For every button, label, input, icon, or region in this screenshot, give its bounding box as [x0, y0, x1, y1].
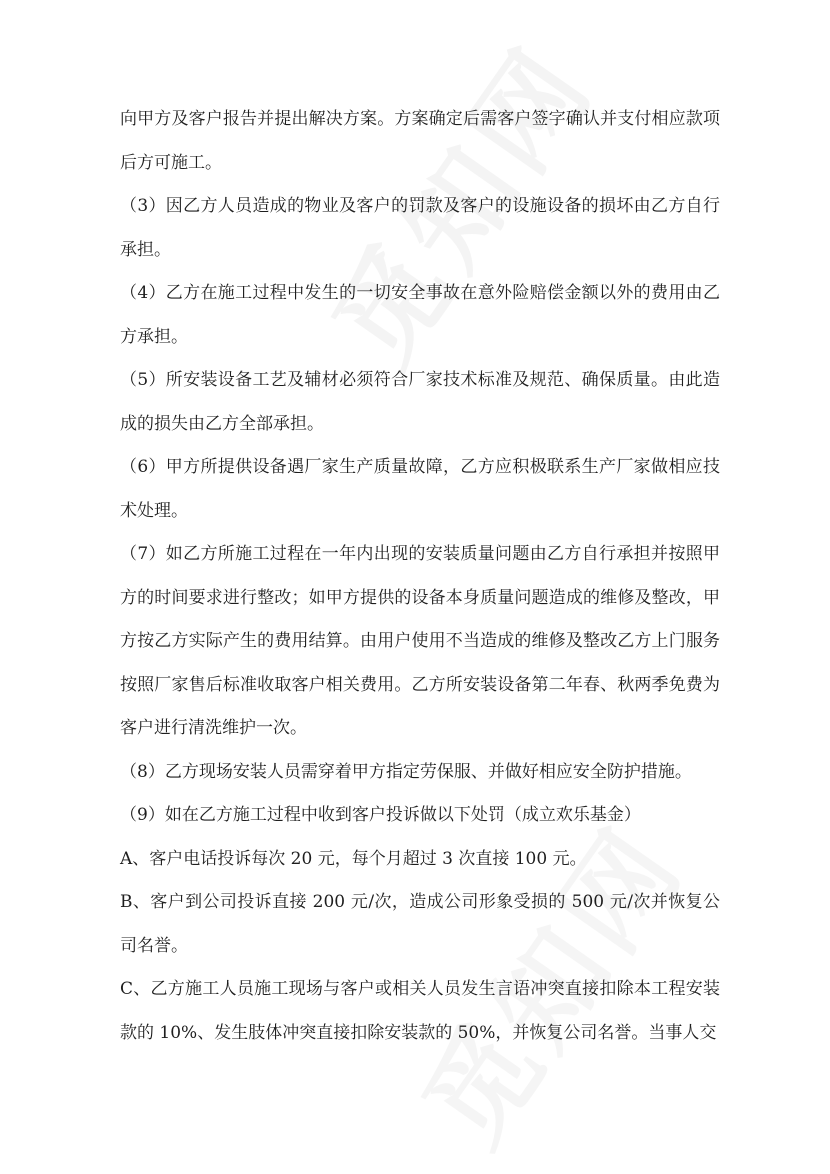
paragraph-item-7: （7）如乙方所施工过程在一年内出现的安装质量问题由乙方自行承担并按照甲方的时间要求进行整改；如甲方提供的设备本身质量问题造成的维修及整改，甲方按乙方实际产生的费用结算。由用户使用不当造成的维修及整改乙方上门服务按照厂家售后标准收取客户相关费用。乙方所安装设备第二年春、秋两季免费为客户进行清洗维护一次。	[120, 544, 720, 738]
paragraph-penalty-a: A、客户电话投诉每次 20 元，每个月超过 3 次直接 100 元。	[120, 848, 587, 869]
paragraph-continuation: 向甲方及客户报告并提出解决方案。方案确定后需客户签字确认并支付相应款项后方可施工。	[120, 109, 720, 173]
paragraph-penalty-b: B、客户到公司投诉直接 200 元/次，造成公司形象受损的 500 元/次并恢复公司名誉。	[120, 892, 720, 956]
paragraph-item-3: （3）因乙方人员造成的物业及客户的罚款及客户的设施设备的损坏由乙方自行承担。	[120, 196, 720, 260]
paragraph-item-5: （5）所安装设备工艺及辅材必须符合厂家技术标准及规范、确保质量。由此造成的损失由乙方全部承担。	[120, 370, 720, 434]
paragraph-item-8: （8）乙方现场安装人员需穿着甲方指定劳保服、并做好相应安全防护措施。	[120, 761, 692, 782]
paragraph-item-4: （4）乙方在施工过程中发生的一切安全事故在意外险赔偿金额以外的费用由乙方承担。	[120, 283, 720, 347]
document-body	[120, 98, 720, 1055]
paragraph-item-9: （9）如在乙方施工过程中收到客户投诉做以下处罚（成立欢乐基金）	[120, 805, 641, 825]
paragraph-penalty-c: C、乙方施工人员施工现场与客户或相关人员发生言语冲突直接扣除本工程安装款的 10%、发生肢体冲突直接扣除安装款的 50%，并恢复公司名誉。当事人交	[120, 979, 720, 1043]
paragraph-item-6: （6）甲方所提供设备遇厂家生产质量故障，乙方应积极联系生产厂家做相应技术处理。	[120, 457, 720, 521]
